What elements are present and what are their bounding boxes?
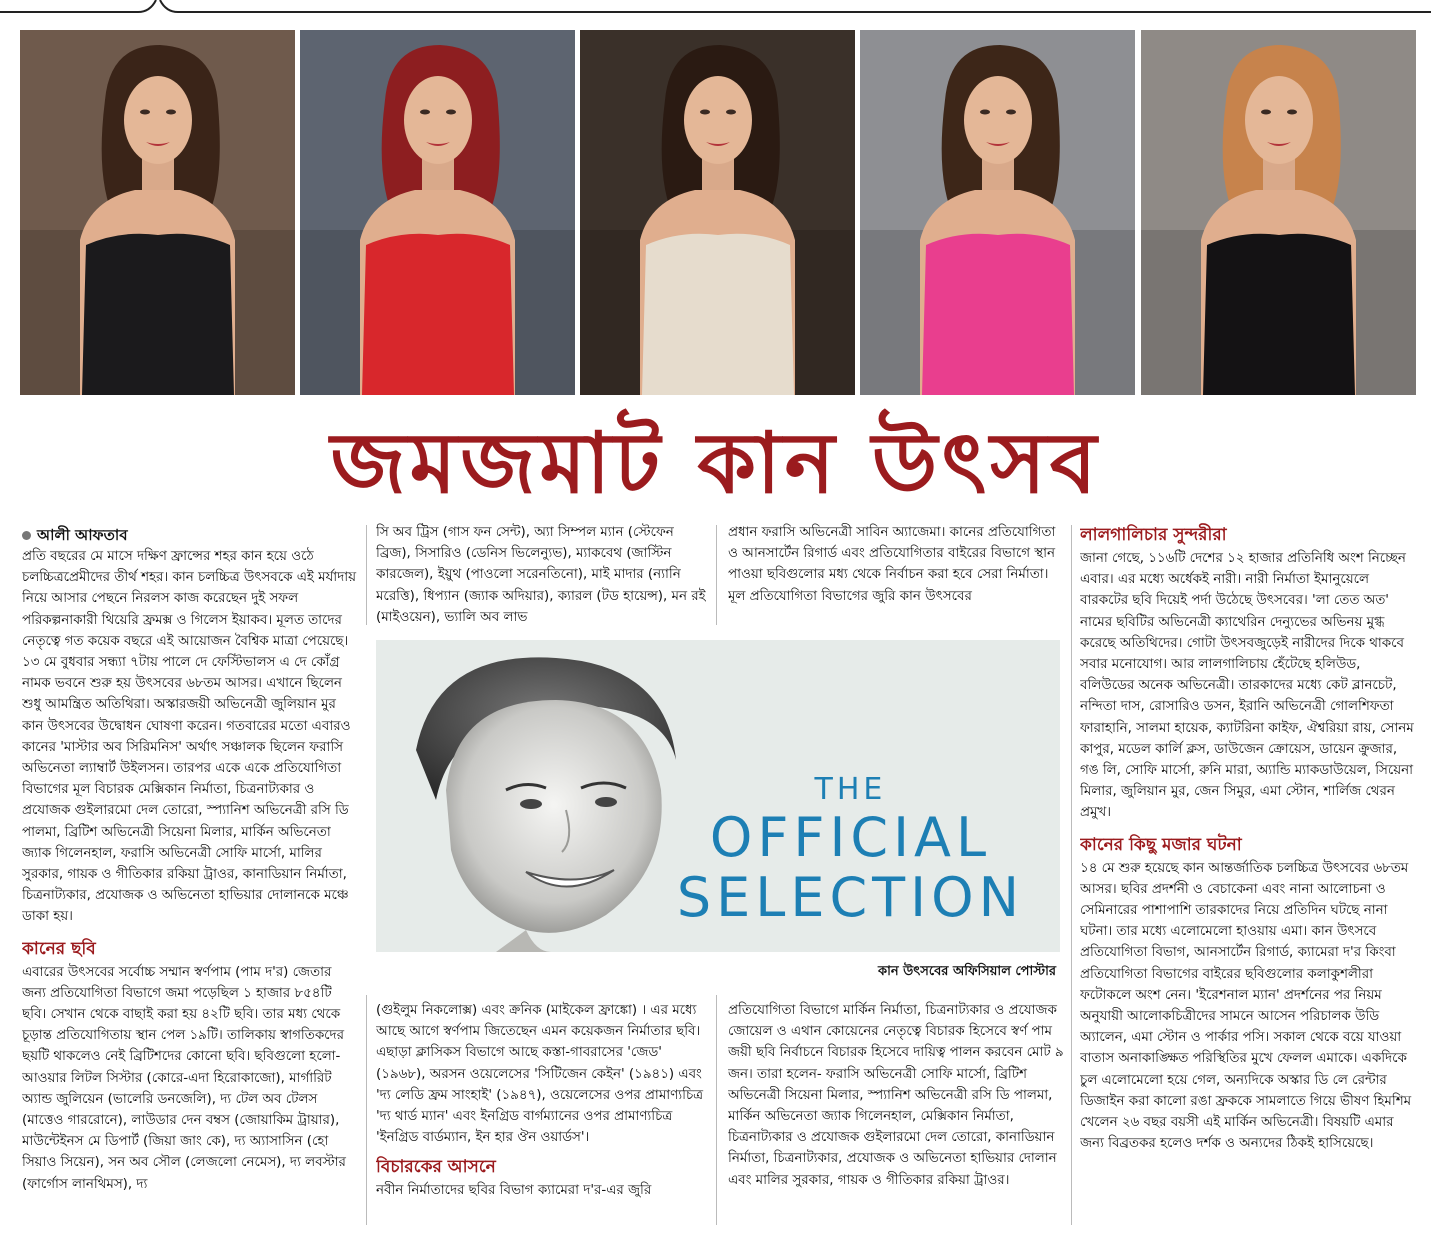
subhead-red-carpet: লালগালিচার সুন্দরীরা [1080,525,1227,545]
column-3-bottom [728,1000,1064,1229]
top-border [0,0,1431,22]
photo-salma [860,30,1135,395]
column-divider [366,525,367,625]
classics-paragraph: (গুইলুম নিকলোক্স) এবং ক্রনিক (মাইকেল ফ্রাঙ্কো) । এর মধ্যে আছে আগে স্বর্ণপাম জিতেছেন এমন কয়েকজন নির্মাতার ছবি। এছাড়া ক্লাসিকস বিভাগে আছে কস্তা-গাবরাসের 'জেড' (১৯৬৮), অরসন ওয়েলেসের 'সিটিজেন কেইন' (১৯৪১) এবং 'দ্য লেডি ফ্রম সাংহাই' (১৯৪৭), ওয়েলেসের ওপর প্রামাণ্যচিত্র 'দ্য থার্ড ম্যান' এবং ইনগ্রিড বার্গম্যানের ওপর প্রামাণ্যচিত্র 'ইনগ্রিড বার্ডম্যান, ইন হার ঔন ওয়ার্ডস'। [376,1003,704,1146]
subhead-funny-events: কানের কিছু মজার ঘটনা [1080,834,1242,855]
poster-selection: SELECTION [676,866,1024,929]
photo-emma [1141,30,1416,395]
photo-strip [20,30,1416,395]
jury-members-paragraph: প্রতিযোগিতা বিভাগে মার্কিন নির্মাতা, চিত্রনাট্যকার ও প্রযোজক জোয়েল ও এথান কোয়েনের নেতৃত্বে বিচারক হিসেবে স্বর্ণ পাম জয়ী ছবি নির্বাচনে বিচারক হিসেবে দায়িত্ব পালন করবেন মোট ৯ জন। তারা হলেন- ফরাসি অভিনেত্রী সোফি মার্সো, ব্রিটিশ অভিনেত্রী সিয়েনা মিলার, স্প্যানিশ অভিনেত্রী রসি ডি পালমা, মার্কিন অভিনেতা জ্যাক গিলেনহাল, মেক্সিকান নির্মাতা, চিত্রনাট্যকার ও প্রযোজক গুইলারমো দেল তোরো, কানাডিয়ান নির্মাতা, চিত্রনাট্যকার, প্রযোজক ও অভিনেতা হাভিয়ার দোলান এবং মালির সুরকার, গায়ক ও গীতিকার রকিয়া ট্রাওর। [728,1003,1064,1188]
column-divider [1071,525,1072,1225]
subhead-jury: বিচারকের আসনে [376,1157,496,1178]
poster-official: OFFICIAL [709,806,992,869]
poster-title [676,772,1024,929]
column-divider [366,995,367,1225]
poster-caption: কান উৎসবের অফিসিয়াল পোস্টার [878,964,1056,979]
photo-katrina [300,30,575,395]
column-divider [716,995,717,1225]
author-name: আলী আফতাব [37,526,128,544]
films-list-continued: সি অব ট্রিস (গাস ফন সেন্ট), অ্যা সিম্পল ম্যান (স্টেফেন ব্রিজ), সিসারিও (ডেনিস ভিলেন্যুভ), ম্যাকবেথ (জাস্টিন কারজেল), ইয়ুথ (পাওলো সরেনতিনো), মাই মাদার (ন্যানি মরেত্তি), ধিপ্যান (জ্যাক অদিয়ার), ক্যারল (টড হায়েন্স), মন রই (মাইওয়েন), ভ্যালি অব লাভ [376,525,706,625]
column-2-bottom [376,1000,706,1229]
funny-events-paragraph: ১৪ মে শুরু হয়েছে কান আন্তর্জাতিক চলচ্চিত্র উৎসবের ৬৮তম আসর। ছবির প্রদর্শনী ও বেচাকেনা এবং নানা আলোচনা ও সেমিনারের পাশাপাশি তারকাদের নিয়ে প্রতিদিন ঘটছে নানা ঘটনা। তার মধ্যে এলোমেলো হাওয়ায় এমা। কান উৎসবে প্রতিযোগিতা বিভাগ, আনসার্টেন রিগার্ড, ক্যামেরা দ'র কিংবা প্রতিযোগিতা বিভাগের বাইরের ছবিগুলোর কলাকুশলীরা ফটোকলে অংশ নেন। 'ইরেশনাল ম্যান' প্রদর্শনের পর নিয়ম অনুযায়ী আলোকচিত্রীদের সামনে আসেন পরিচালক উডি অ্যালেন, এমা স্টোন ও পার্কার পসি। সকাল থেকে বয়ে যাওয়া বাতাস অনাকাঙ্ক্ষিত পরিস্থিতির মুখে ফেলল এমাকে। একদিকে চুল এলোমেলো হয়ে গেল, অন্যদিকে অস্কার ডি লে রেন্টার ডিজাইন করা কালো রঙা ফ্রককে সামলাতে গিয়ে ভীষণ হিমশিম খেলেন ২৬ বছর বয়সী এই মার্কিন অভিনেত্রী। বিষয়টি এমার জন্য বিব্রতকর হলেও দর্শক ও অন্যদের ঠিকই হাসিয়েছে। [1080,860,1412,1152]
photo-aishwarya [20,30,295,395]
column-4 [1080,522,1416,1229]
column-2-top [376,522,706,634]
official-poster [376,640,1060,952]
poster-the: THE [814,772,887,807]
photo-sonam [580,30,855,395]
films-paragraph: এবারের উৎসবের সর্বোচ্চ সম্মান স্বর্ণপাম (পাম দ'র) জেতার জন্য প্রতিযোগিতা বিভাগে জমা পড়েছিল ১ হাজার ৮৫৪টি ছবি। সেখান থেকে বাছাই করা হয় ৪২টি ছবি। তার মধ্য থেকে চূড়ান্ত প্রতিযোগিতায় স্থান পেল ১৯টি। তালিকায় স্বাগতিকদের ছয়টি থাকলেও নেই ব্রিটিশদের কোনো ছবি। ছবিগুলো হলো- আওয়ার লিটল সিস্টার (কোরে-এদা হিরোকাজো), মার্গারিট অ্যান্ড জুলিয়েন (ভালেরি ডনজেলি), দ্য টেল অব টেলস (মাত্তেও গাররোনে), লাউডার দেন বম্বস (জোয়াকিম ট্রায়ার), মাউন্টেইনস মে ডিপার্ট (জিয়া জাং কে), দ্য অ্যাসাসিন (হো সিয়াও সিয়েন), সন অব সৌল (লেজলো নেমেস), দ্য লবস্টার (ফার্গোস লানথিমস), দ্য [22,964,346,1192]
red-carpet-paragraph: জানা গেছে, ১১৬টি দেশের ১২ হাজার প্রতিনিধি অংশ নিচ্ছেন এবার। এর মধ্যে অর্ধেকই নারী। নারী নির্মাতা ইমানুয়েলে বারকটের ছবি দিয়েই পর্দা উঠেছে উৎসবের। 'লা তেত অত' নামের ছবিটির অভিনেত্রী ক্যাথেরিন দেন্যুভের অভিনয় মুগ্ধ করেছে অতিথিদের। গোটা উৎসবজুড়েই নারীদের দিকে থাকবে সবার মনোযোগ। আর লালগালিচায় হেঁটেছে হলিউড, বলিউডের অনেক অভিনেত্রী। তারকাদের মধ্যে কেট ব্লানচেট, নন্দিতা দাস, রোসারিও ডসন, ইরানি অভিনেত্রী গোলশিফতা ফারাহানি, সালমা হায়েক, ক্যাটরিনা কাইফ, ঐশ্বরিয়া রায়, সোনম কাপুর, মডেল কার্লি ক্লস, ডাউজেন ক্রোয়েস, ডায়েন ক্রুজার, গঙ লি, সোফি মার্সো, রুনি মারা, অ্যান্ডি ম্যাকডাউয়েল, সিয়েনা মিলার, জুলিয়ান মুর, জেন সিমুর, এমা স্টোন, শার্লিজ থেরন প্রমুখ। [1080,551,1414,821]
column-1 [22,524,358,1229]
headline: জমজমাট কান উৎসব [330,414,1101,512]
jury-paragraph-start: নবীন নির্মাতাদের ছবির বিভাগ ক্যামেরা দ'র-এর জুরি [376,1183,652,1199]
byline [22,524,358,546]
jury-intro: প্রধান ফরাসি অভিনেত্রী সাবিন অ্যাজেমা। কানের প্রতিযোগিতা ও আনসার্টেন রিগার্ড এবং প্রতিযোগিতার বাইরের বিভাগে স্থান পাওয়া ছবিগুলোর মধ্য থেকে নির্বাচন করা হবে সেরা নির্মাতা। মূল প্রতিযোগিতা বিভাগের জুরি কান উৎসবের [728,525,1056,604]
subhead-films: কানের ছবি [22,938,96,959]
bullet-icon [22,531,31,540]
intro-paragraph: প্রতি বছরের মে মাসে দক্ষিণ ফ্রান্সের শহর কান হয়ে ওঠে চলচ্চিত্রপ্রেমীদের তীর্থ শহর। কান চলচ্চিত্র উৎসবকে এই মর্যাদায় নিয়ে আসার পেছনে নিরলস কাজ করেছেন দুই সফল পরিকল্পনাকারী থিয়েরি ফ্রমক্স ও গিলেস ইয়াকব। মূলত তাদের নেতৃত্বে গত কয়েক বছরে এই আয়োজন বৈশ্বিক মাত্রা পেয়েছে। ১৩ মে বুধবার সন্ধ্যা ৭টায় পালে দে ফেস্টিভালস এ দে কোঁগ্র নামক ভবনে শুরু হয় উৎসবের ৬৮তম আসর। এখানে ছিলেন শুধু আমন্ত্রিত অতিথিরা। অস্কারজয়ী অভিনেত্রী জুলিয়ান মুর কান উৎসবের উদ্বোধন ঘোষণা করেন। গতবারের মতো এবারও কানের 'মাস্টার অব সিরিমনিস' অর্থাৎ সঞ্চালক ছিলেন ফরাসি অভিনেতা ল্যাম্বার্ট উইলসন। তারপর একে একে প্রতিযোগিতা বিভাগের মূল বিচারক মেক্সিকান নির্মাতা, চিত্রনাট্যকার ও প্রযোজক গুইলারমো দেল তোরো, স্প্যানিশ অভিনেত্রী রসি ডি পালমা, ব্রিটিশ অভিনেত্রী সিয়েনা মিলার, মার্কিন অভিনেতা জ্যাক গিলেনহাল, ফরাসি অভিনেত্রী সোফি মার্সো, মালির সুরকার, গায়ক ও গীতিকার রকিয়া ট্রাওর, কানাডিয়ান নির্মাতা, চিত্রনাট্যকার, প্রযোজক ও অভিনেতা হাভিয়ার দোলানকে মঞ্চে ডাকা হয়। [22,549,356,925]
column-divider [716,525,717,625]
column-3-top [728,522,1064,634]
